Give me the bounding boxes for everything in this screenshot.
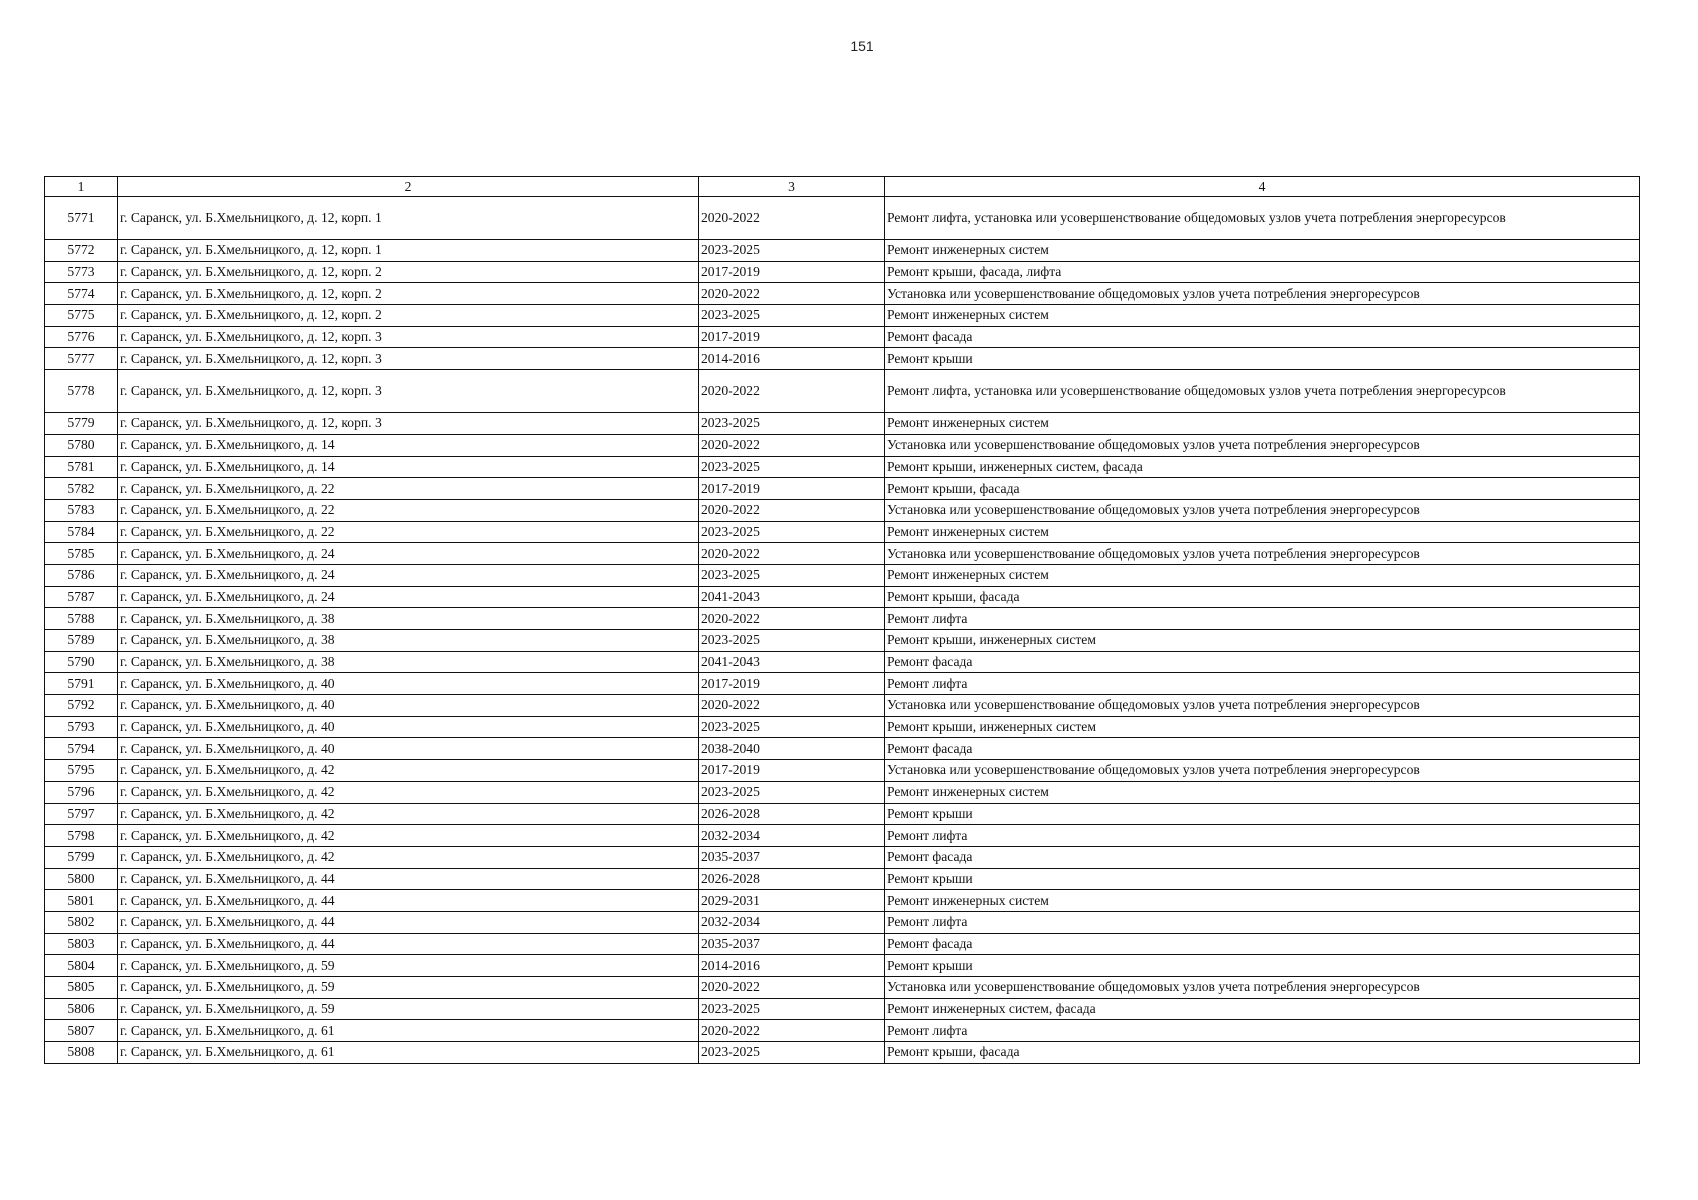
address-cell: г. Саранск, ул. Б.Хмельницкого, д. 22: [118, 521, 699, 543]
row-number-cell: 5773: [45, 261, 118, 283]
row-number-cell: 5798: [45, 825, 118, 847]
address-cell: г. Саранск, ул. Б.Хмельницкого, д. 59: [118, 977, 699, 999]
table-row: [45, 998, 1640, 1020]
period-cell: 2023-2025: [699, 781, 885, 803]
table-row: [45, 911, 1640, 933]
period-cell: 2020-2022: [699, 695, 885, 717]
row-number-cell: 5807: [45, 1020, 118, 1042]
row-number-cell: 5775: [45, 305, 118, 327]
works-cell: Ремонт инженерных систем: [885, 521, 1640, 543]
works-cell: Ремонт фасада: [885, 326, 1640, 348]
row-number-cell: 5799: [45, 846, 118, 868]
address-cell: г. Саранск, ул. Б.Хмельницкого, д. 38: [118, 608, 699, 630]
table-row: [45, 803, 1640, 825]
period-cell: 2020-2022: [699, 1020, 885, 1042]
address-cell: г. Саранск, ул. Б.Хмельницкого, д. 12, корп. 3: [118, 326, 699, 348]
period-cell: 2038-2040: [699, 738, 885, 760]
works-cell: Ремонт инженерных систем: [885, 240, 1640, 262]
table-row: [45, 586, 1640, 608]
period-cell: 2023-2025: [699, 630, 885, 652]
works-cell: Ремонт крыши: [885, 955, 1640, 977]
period-cell: 2017-2019: [699, 478, 885, 500]
period-cell: 2023-2025: [699, 456, 885, 478]
page-number: 151: [850, 38, 874, 54]
works-cell: Ремонт лифта, установка или усовершенствование общедомовых узлов учета потребления энергоресурсов: [885, 370, 1640, 413]
row-number-cell: 5784: [45, 521, 118, 543]
works-cell: Установка или усовершенствование общедомовых узлов учета потребления энергоресурсов: [885, 695, 1640, 717]
table-row: [45, 695, 1640, 717]
table-row: [45, 1020, 1640, 1042]
table-row: [45, 608, 1640, 630]
period-cell: 2017-2019: [699, 673, 885, 695]
table-row: [45, 283, 1640, 305]
address-cell: г. Саранск, ул. Б.Хмельницкого, д. 42: [118, 825, 699, 847]
address-cell: г. Саранск, ул. Б.Хмельницкого, д. 14: [118, 456, 699, 478]
works-cell: Установка или усовершенствование общедомовых узлов учета потребления энергоресурсов: [885, 283, 1640, 305]
row-number-cell: 5779: [45, 413, 118, 435]
period-cell: 2020-2022: [699, 608, 885, 630]
works-cell: Ремонт крыши: [885, 868, 1640, 890]
row-number-cell: 5776: [45, 326, 118, 348]
row-number-cell: 5785: [45, 543, 118, 565]
row-number-cell: 5804: [45, 955, 118, 977]
works-cell: Ремонт инженерных систем: [885, 890, 1640, 912]
column-header-2: 2: [118, 177, 699, 197]
row-number-cell: 5772: [45, 240, 118, 262]
address-cell: г. Саранск, ул. Б.Хмельницкого, д. 22: [118, 478, 699, 500]
row-number-cell: 5800: [45, 868, 118, 890]
works-cell: Установка или усовершенствование общедомовых узлов учета потребления энергоресурсов: [885, 499, 1640, 521]
works-cell: Ремонт крыши, фасада: [885, 478, 1640, 500]
table-row: [45, 760, 1640, 782]
works-cell: Ремонт крыши, фасада: [885, 586, 1640, 608]
works-cell: Ремонт лифта: [885, 673, 1640, 695]
table-row: [45, 521, 1640, 543]
period-cell: 2035-2037: [699, 933, 885, 955]
period-cell: 2023-2025: [699, 716, 885, 738]
row-number-cell: 5782: [45, 478, 118, 500]
period-cell: 2017-2019: [699, 326, 885, 348]
address-cell: г. Саранск, ул. Б.Хмельницкого, д. 24: [118, 564, 699, 586]
table-row: [45, 1042, 1640, 1064]
row-number-cell: 5805: [45, 977, 118, 999]
row-number-cell: 5801: [45, 890, 118, 912]
works-cell: Установка или усовершенствование общедомовых узлов учета потребления энергоресурсов: [885, 543, 1640, 565]
works-cell: Ремонт крыши, инженерных систем: [885, 716, 1640, 738]
works-cell: Ремонт лифта: [885, 825, 1640, 847]
works-cell: Ремонт лифта: [885, 1020, 1640, 1042]
period-cell: 2014-2016: [699, 348, 885, 370]
period-cell: 2020-2022: [699, 283, 885, 305]
table-row: [45, 326, 1640, 348]
period-cell: 2023-2025: [699, 998, 885, 1020]
works-cell: Ремонт крыши, инженерных систем: [885, 630, 1640, 652]
table-row: [45, 673, 1640, 695]
address-cell: г. Саранск, ул. Б.Хмельницкого, д. 44: [118, 890, 699, 912]
works-cell: Ремонт инженерных систем: [885, 413, 1640, 435]
period-cell: 2020-2022: [699, 499, 885, 521]
table-row: [45, 781, 1640, 803]
works-cell: Ремонт крыши, инженерных систем, фасада: [885, 456, 1640, 478]
address-cell: г. Саранск, ул. Б.Хмельницкого, д. 12, корп. 2: [118, 283, 699, 305]
table-row: [45, 348, 1640, 370]
address-cell: г. Саранск, ул. Б.Хмельницкого, д. 59: [118, 955, 699, 977]
period-cell: 2023-2025: [699, 521, 885, 543]
row-number-cell: 5802: [45, 911, 118, 933]
row-number-cell: 5788: [45, 608, 118, 630]
address-cell: г. Саранск, ул. Б.Хмельницкого, д. 38: [118, 651, 699, 673]
table-body: [45, 197, 1640, 1064]
period-cell: 2032-2034: [699, 825, 885, 847]
works-cell: Ремонт инженерных систем: [885, 305, 1640, 327]
address-cell: г. Саранск, ул. Б.Хмельницкого, д. 40: [118, 716, 699, 738]
address-cell: г. Саранск, ул. Б.Хмельницкого, д. 12, корп. 1: [118, 240, 699, 262]
period-cell: 2020-2022: [699, 197, 885, 240]
header-row: [45, 177, 1640, 197]
address-cell: г. Саранск, ул. Б.Хмельницкого, д. 12, корп. 2: [118, 261, 699, 283]
works-cell: Ремонт лифта, установка или усовершенствование общедомовых узлов учета потребления энергоресурсов: [885, 197, 1640, 240]
table-row: [45, 197, 1640, 240]
repair-schedule-table: [44, 176, 1640, 1064]
works-cell: Ремонт лифта: [885, 608, 1640, 630]
address-cell: г. Саранск, ул. Б.Хмельницкого, д. 61: [118, 1042, 699, 1064]
row-number-cell: 5783: [45, 499, 118, 521]
address-cell: г. Саранск, ул. Б.Хмельницкого, д. 59: [118, 998, 699, 1020]
row-number-cell: 5781: [45, 456, 118, 478]
table-row: [45, 240, 1640, 262]
works-cell: Установка или усовершенствование общедомовых узлов учета потребления энергоресурсов: [885, 434, 1640, 456]
period-cell: 2020-2022: [699, 434, 885, 456]
period-cell: 2023-2025: [699, 564, 885, 586]
address-cell: г. Саранск, ул. Б.Хмельницкого, д. 40: [118, 695, 699, 717]
address-cell: г. Саранск, ул. Б.Хмельницкого, д. 42: [118, 846, 699, 868]
table-row: [45, 261, 1640, 283]
row-number-cell: 5796: [45, 781, 118, 803]
row-number-cell: 5771: [45, 197, 118, 240]
period-cell: 2023-2025: [699, 240, 885, 262]
address-cell: г. Саранск, ул. Б.Хмельницкого, д. 12, корп. 2: [118, 305, 699, 327]
table-row: [45, 478, 1640, 500]
row-number-cell: 5792: [45, 695, 118, 717]
row-number-cell: 5795: [45, 760, 118, 782]
address-cell: г. Саранск, ул. Б.Хмельницкого, д. 12, корп. 3: [118, 348, 699, 370]
period-cell: 2020-2022: [699, 370, 885, 413]
works-cell: Ремонт фасада: [885, 846, 1640, 868]
row-number-cell: 5787: [45, 586, 118, 608]
works-cell: Ремонт крыши: [885, 348, 1640, 370]
row-number-cell: 5786: [45, 564, 118, 586]
table-row: [45, 630, 1640, 652]
period-cell: 2020-2022: [699, 543, 885, 565]
period-cell: 2032-2034: [699, 911, 885, 933]
column-header-4: 4: [885, 177, 1640, 197]
row-number-cell: 5774: [45, 283, 118, 305]
table-row: [45, 456, 1640, 478]
works-cell: Ремонт лифта: [885, 911, 1640, 933]
works-cell: Ремонт фасада: [885, 738, 1640, 760]
address-cell: г. Саранск, ул. Б.Хмельницкого, д. 14: [118, 434, 699, 456]
row-number-cell: 5777: [45, 348, 118, 370]
period-cell: 2026-2028: [699, 803, 885, 825]
table-row: [45, 933, 1640, 955]
period-cell: 2020-2022: [699, 977, 885, 999]
address-cell: г. Саранск, ул. Б.Хмельницкого, д. 44: [118, 868, 699, 890]
works-cell: Ремонт крыши: [885, 803, 1640, 825]
table-row: [45, 716, 1640, 738]
period-cell: 2023-2025: [699, 1042, 885, 1064]
address-cell: г. Саранск, ул. Б.Хмельницкого, д. 24: [118, 543, 699, 565]
works-cell: Ремонт фасада: [885, 933, 1640, 955]
table-row: [45, 651, 1640, 673]
table-row: [45, 434, 1640, 456]
address-cell: г. Саранск, ул. Б.Хмельницкого, д. 42: [118, 781, 699, 803]
table-row: [45, 413, 1640, 435]
works-cell: Установка или усовершенствование общедомовых узлов учета потребления энергоресурсов: [885, 977, 1640, 999]
period-cell: 2029-2031: [699, 890, 885, 912]
period-cell: 2017-2019: [699, 760, 885, 782]
works-cell: Ремонт крыши, фасада, лифта: [885, 261, 1640, 283]
row-number-cell: 5803: [45, 933, 118, 955]
table-row: [45, 955, 1640, 977]
row-number-cell: 5789: [45, 630, 118, 652]
row-number-cell: 5793: [45, 716, 118, 738]
period-cell: 2023-2025: [699, 305, 885, 327]
table-row: [45, 499, 1640, 521]
table-row: [45, 564, 1640, 586]
address-cell: г. Саранск, ул. Б.Хмельницкого, д. 22: [118, 499, 699, 521]
row-number-cell: 5794: [45, 738, 118, 760]
works-cell: Ремонт инженерных систем: [885, 564, 1640, 586]
table-row: [45, 977, 1640, 999]
row-number-cell: 5791: [45, 673, 118, 695]
address-cell: г. Саранск, ул. Б.Хмельницкого, д. 40: [118, 738, 699, 760]
table-row: [45, 825, 1640, 847]
table-row: [45, 890, 1640, 912]
table-row: [45, 846, 1640, 868]
table-row: [45, 868, 1640, 890]
row-number-cell: 5806: [45, 998, 118, 1020]
period-cell: 2014-2016: [699, 955, 885, 977]
period-cell: 2035-2037: [699, 846, 885, 868]
works-cell: Ремонт фасада: [885, 651, 1640, 673]
row-number-cell: 5808: [45, 1042, 118, 1064]
address-cell: г. Саранск, ул. Б.Хмельницкого, д. 61: [118, 1020, 699, 1042]
row-number-cell: 5797: [45, 803, 118, 825]
table-row: [45, 738, 1640, 760]
works-cell: Установка или усовершенствование общедомовых узлов учета потребления энергоресурсов: [885, 760, 1640, 782]
works-cell: Ремонт инженерных систем: [885, 781, 1640, 803]
address-cell: г. Саранск, ул. Б.Хмельницкого, д. 42: [118, 803, 699, 825]
table-row: [45, 370, 1640, 413]
period-cell: 2041-2043: [699, 651, 885, 673]
table-row: [45, 543, 1640, 565]
period-cell: 2026-2028: [699, 868, 885, 890]
period-cell: 2017-2019: [699, 261, 885, 283]
address-cell: г. Саранск, ул. Б.Хмельницкого, д. 12, корп. 3: [118, 413, 699, 435]
works-cell: Ремонт крыши, фасада: [885, 1042, 1640, 1064]
address-cell: г. Саранск, ул. Б.Хмельницкого, д. 24: [118, 586, 699, 608]
works-cell: Ремонт инженерных систем, фасада: [885, 998, 1640, 1020]
address-cell: г. Саранск, ул. Б.Хмельницкого, д. 12, корп. 3: [118, 370, 699, 413]
address-cell: г. Саранск, ул. Б.Хмельницкого, д. 42: [118, 760, 699, 782]
address-cell: г. Саранск, ул. Б.Хмельницкого, д. 44: [118, 911, 699, 933]
period-cell: 2041-2043: [699, 586, 885, 608]
row-number-cell: 5780: [45, 434, 118, 456]
address-cell: г. Саранск, ул. Б.Хмельницкого, д. 12, корп. 1: [118, 197, 699, 240]
row-number-cell: 5790: [45, 651, 118, 673]
column-header-1: 1: [45, 177, 118, 197]
address-cell: г. Саранск, ул. Б.Хмельницкого, д. 44: [118, 933, 699, 955]
table-row: [45, 305, 1640, 327]
period-cell: 2023-2025: [699, 413, 885, 435]
row-number-cell: 5778: [45, 370, 118, 413]
address-cell: г. Саранск, ул. Б.Хмельницкого, д. 38: [118, 630, 699, 652]
address-cell: г. Саранск, ул. Б.Хмельницкого, д. 40: [118, 673, 699, 695]
column-header-3: 3: [699, 177, 885, 197]
